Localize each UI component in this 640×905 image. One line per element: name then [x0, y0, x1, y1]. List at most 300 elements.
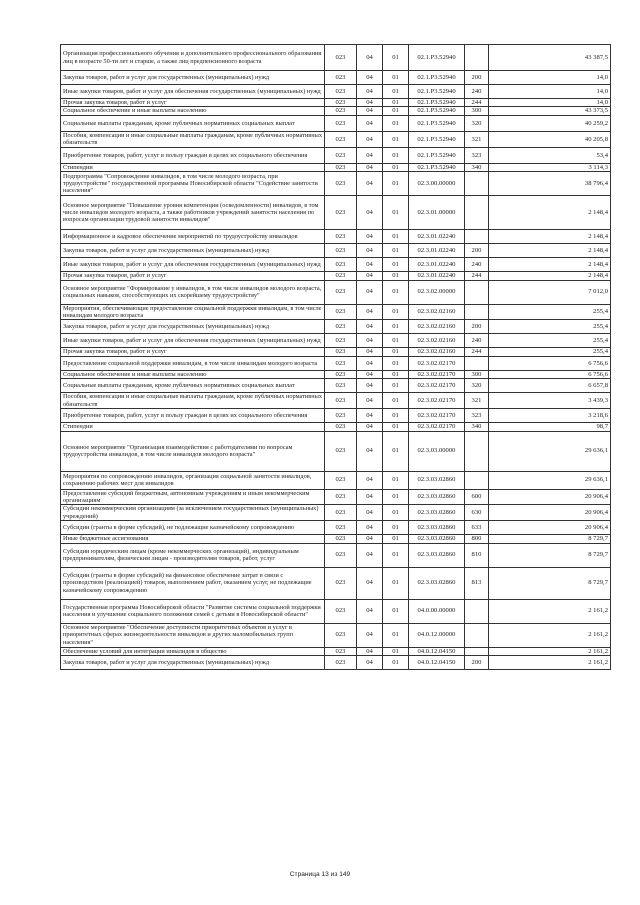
amount: 7 012,0 [489, 280, 611, 304]
amount: 2 161,2 [489, 656, 611, 670]
section-code: 04 [357, 244, 383, 258]
target-article-code: 02.3.02.02170 [409, 409, 465, 423]
section-code: 04 [357, 320, 383, 334]
subsection-code: 01 [383, 272, 409, 280]
amount: 8 729,7 [489, 543, 611, 567]
amount: 98,7 [489, 423, 611, 431]
dept-code: 023 [325, 45, 357, 71]
dept-code: 023 [325, 505, 357, 521]
table-row [61, 647, 611, 655]
amount: 2 148,4 [489, 258, 611, 272]
item-name: Обеспечение условий для интеграции инвалидов в общество [61, 647, 325, 655]
section-code: 04 [357, 304, 383, 320]
amount: 2 148,4 [489, 230, 611, 244]
section-code: 04 [357, 99, 383, 107]
section-code: 04 [357, 370, 383, 378]
item-name: Иные закупки товаров, работ и услуг для обеспечения государственных (муниципальных) нужд [61, 258, 325, 272]
section-code: 04 [357, 647, 383, 655]
item-name: Иные бюджетные ассигнования [61, 535, 325, 543]
item-name: Закупка товаров, работ и услуг для государственных (муниципальных) нужд [61, 71, 325, 85]
section-code: 04 [357, 623, 383, 647]
section-code: 04 [357, 196, 383, 230]
section-code: 04 [357, 521, 383, 535]
dept-code: 023 [325, 423, 357, 431]
target-article-code: 02.3.03.02860 [409, 567, 465, 599]
amount: 2 148,4 [489, 272, 611, 280]
target-article-code: 02.3.02.00000 [409, 280, 465, 304]
table-row [61, 431, 611, 471]
subsection-code: 01 [383, 320, 409, 334]
target-article-code: 04.0.12.00000 [409, 623, 465, 647]
dept-code: 023 [325, 172, 357, 196]
subsection-code: 01 [383, 423, 409, 431]
dept-code: 023 [325, 272, 357, 280]
expense-type-code: 340 [465, 163, 489, 171]
dept-code: 023 [325, 107, 357, 115]
expense-type-code: 630 [465, 505, 489, 521]
section-code: 04 [357, 85, 383, 99]
table-row [61, 489, 611, 505]
item-name: Субсидии некоммерческим организациям (за исключением государственных (муниципальных) учреждений) [61, 505, 325, 521]
item-name: Социальное обеспечение и иные выплаты населению [61, 107, 325, 115]
section-code: 04 [357, 599, 383, 623]
subsection-code: 01 [383, 196, 409, 230]
table-row [61, 272, 611, 280]
table-row [61, 45, 611, 71]
subsection-code: 01 [383, 521, 409, 535]
subsection-code: 01 [383, 505, 409, 521]
target-article-code: 02.3.02.02160 [409, 348, 465, 356]
target-article-code: 02.3.02.02160 [409, 334, 465, 348]
table-row [61, 334, 611, 348]
dept-code: 023 [325, 115, 357, 131]
item-name: Прочая закупка товаров, работ и услуг [61, 272, 325, 280]
subsection-code: 01 [383, 45, 409, 71]
subsection-code: 01 [383, 567, 409, 599]
expense-type-code: 240 [465, 85, 489, 99]
table-row [61, 304, 611, 320]
dept-code: 023 [325, 431, 357, 471]
target-article-code: 02.3.03.02860 [409, 535, 465, 543]
amount: 2 161,2 [489, 599, 611, 623]
table-row [61, 409, 611, 423]
page-footer: Страница 13 из 149 [289, 871, 351, 878]
amount: 3 114,3 [489, 163, 611, 171]
target-article-code: 02.1.P3.52940 [409, 85, 465, 99]
subsection-code: 01 [383, 115, 409, 131]
section-code: 04 [357, 131, 383, 147]
item-name: Основное мероприятие "Обеспечение доступности приоритетных объектов и услуг в приоритетных сферах жизнедеятельности инвалидов и других маломобильных групп населения" [61, 623, 325, 647]
target-article-code: 02.3.02.02170 [409, 379, 465, 393]
dept-code: 023 [325, 147, 357, 163]
item-name: Закупка товаров, работ и услуг для государственных (муниципальных) нужд [61, 656, 325, 670]
item-name: Предоставление субсидий бюджетным, автономным учреждениям и иным некоммерческим организациям [61, 489, 325, 505]
expense-type-code: 633 [465, 521, 489, 535]
amount: 2 148,4 [489, 244, 611, 258]
amount: 3 218,6 [489, 409, 611, 423]
item-name: Информационное и кадровое обеспечение мероприятий по трудоустройству инвалидов [61, 230, 325, 244]
dept-code: 023 [325, 244, 357, 258]
dept-code: 023 [325, 163, 357, 171]
section-code: 04 [357, 423, 383, 431]
target-article-code: 02.3.01.02240 [409, 244, 465, 258]
expense-type-code: 300 [465, 370, 489, 378]
subsection-code: 01 [383, 489, 409, 505]
target-article-code: 04.0.00.00000 [409, 599, 465, 623]
item-name: Социальное обеспечение и иные выплаты населению [61, 370, 325, 378]
section-code: 04 [357, 163, 383, 171]
section-code: 04 [357, 567, 383, 599]
target-article-code: 02.3.01.00000 [409, 196, 465, 230]
dept-code: 023 [325, 393, 357, 409]
item-name: Субсидии (гранты в форме субсидий), не подлежащие казначейскому сопровождению [61, 521, 325, 535]
section-code: 04 [357, 172, 383, 196]
dept-code: 023 [325, 196, 357, 230]
target-article-code: 02.3.03.02860 [409, 471, 465, 489]
amount: 2 148,4 [489, 196, 611, 230]
dept-code: 023 [325, 623, 357, 647]
expense-type-code [465, 471, 489, 489]
table-row [61, 163, 611, 171]
amount: 6 756,6 [489, 370, 611, 378]
target-article-code: 02.3.01.02240 [409, 258, 465, 272]
dept-code: 023 [325, 99, 357, 107]
target-article-code: 02.1.P3.52940 [409, 163, 465, 171]
target-article-code: 02.1.P3.52940 [409, 107, 465, 115]
dept-code: 023 [325, 348, 357, 356]
amount: 8 729,7 [489, 567, 611, 599]
table-row [61, 656, 611, 670]
item-name: Социальные выплаты гражданам, кроме публичных нормативных социальных выплат [61, 379, 325, 393]
table-row [61, 320, 611, 334]
expense-type-code [465, 196, 489, 230]
expense-type-code: 244 [465, 348, 489, 356]
dept-code: 023 [325, 334, 357, 348]
dept-code: 023 [325, 379, 357, 393]
target-article-code: 02.3.03.02860 [409, 505, 465, 521]
dept-code: 023 [325, 567, 357, 599]
expense-type-code: 810 [465, 543, 489, 567]
target-article-code: 02.3.03.02860 [409, 543, 465, 567]
subsection-code: 01 [383, 370, 409, 378]
expense-type-code: 240 [465, 258, 489, 272]
section-code: 04 [357, 505, 383, 521]
table-row [61, 99, 611, 107]
item-name: Пособия, компенсации и иные социальные выплаты гражданам, кроме публичных нормативных обязательств [61, 393, 325, 409]
dept-code: 023 [325, 489, 357, 505]
target-article-code: 02.3.02.02160 [409, 304, 465, 320]
subsection-code: 01 [383, 334, 409, 348]
target-article-code: 02.1.P3.52940 [409, 131, 465, 147]
target-article-code: 02.1.P3.52940 [409, 71, 465, 85]
subsection-code: 01 [383, 244, 409, 258]
table-row [61, 599, 611, 623]
item-name: Социальные выплаты гражданам, кроме публичных нормативных социальных выплат [61, 115, 325, 131]
target-article-code: 02.3.01.02240 [409, 230, 465, 244]
dept-code: 023 [325, 471, 357, 489]
amount: 20 906,4 [489, 521, 611, 535]
amount: 38 796,4 [489, 172, 611, 196]
expense-type-code: 244 [465, 99, 489, 107]
target-article-code: 04.0.12.04150 [409, 656, 465, 670]
budget-table [60, 44, 611, 670]
item-name: Мероприятия по сопровождению инвалидов, организация социальной занятости инвалидов, сохранению рабочих мест для инвалидов [61, 471, 325, 489]
subsection-code: 01 [383, 393, 409, 409]
target-article-code: 02.3.02.02170 [409, 423, 465, 431]
amount: 6 756,6 [489, 356, 611, 370]
amount: 20 906,4 [489, 489, 611, 505]
table-row [61, 348, 611, 356]
dept-code: 023 [325, 304, 357, 320]
expense-type-code: 320 [465, 115, 489, 131]
section-code: 04 [357, 543, 383, 567]
expense-type-code: 321 [465, 393, 489, 409]
subsection-code: 01 [383, 348, 409, 356]
expense-type-code [465, 431, 489, 471]
amount: 40 205,8 [489, 131, 611, 147]
section-code: 04 [357, 258, 383, 272]
section-code: 04 [357, 535, 383, 543]
dept-code: 023 [325, 230, 357, 244]
item-name: Мероприятия, обеспечивающие предоставление социальной поддержки инвалидам, в том числе инвалидам молодого возраста [61, 304, 325, 320]
expense-type-code: 244 [465, 272, 489, 280]
expense-type-code [465, 304, 489, 320]
subsection-code: 01 [383, 147, 409, 163]
table-row [61, 505, 611, 521]
subsection-code: 01 [383, 107, 409, 115]
section-code: 04 [357, 356, 383, 370]
dept-code: 023 [325, 356, 357, 370]
target-article-code: 02.1.P3.52940 [409, 147, 465, 163]
subsection-code: 01 [383, 599, 409, 623]
table-row [61, 172, 611, 196]
section-code: 04 [357, 348, 383, 356]
amount: 2 161,2 [489, 647, 611, 655]
dept-code: 023 [325, 258, 357, 272]
amount: 43 387,5 [489, 45, 611, 71]
target-article-code: 02.1.P3.52940 [409, 115, 465, 131]
target-article-code: 02.3.02.02160 [409, 320, 465, 334]
section-code: 04 [357, 379, 383, 393]
section-code: 04 [357, 115, 383, 131]
item-name: Предоставление социальной поддержки инвалидам, в том числе инвалидам молодого возраста [61, 356, 325, 370]
target-article-code: 02.1.P3.52940 [409, 99, 465, 107]
table-row [61, 85, 611, 99]
subsection-code: 01 [383, 431, 409, 471]
item-name: Прочая закупка товаров, работ и услуг [61, 348, 325, 356]
dept-code: 023 [325, 647, 357, 655]
expense-type-code: 813 [465, 567, 489, 599]
subsection-code: 01 [383, 647, 409, 655]
amount: 29 636,1 [489, 431, 611, 471]
expense-type-code [465, 280, 489, 304]
item-name: Субсидии (гранты в форме субсидий) на финансовое обеспечение затрат в связи с производством (реализацией) товаров, выполнением работ, оказанием услуг, не подлежащие казначейскому сопровождению [61, 567, 325, 599]
item-name: Закупка товаров, работ и услуг для государственных (муниципальных) нужд [61, 320, 325, 334]
expense-type-code [465, 356, 489, 370]
item-name: Субсидии юридическим лицам (кроме некоммерческих организаций), индивидуальным предпринимателям, физическим лицам - производителям товаров, работ, услуг [61, 543, 325, 567]
expense-type-code [465, 623, 489, 647]
section-code: 04 [357, 45, 383, 71]
section-code: 04 [357, 334, 383, 348]
subsection-code: 01 [383, 304, 409, 320]
table-row [61, 196, 611, 230]
section-code: 04 [357, 471, 383, 489]
item-name: Организация профессионального обучения и дополнительного профессионального образования лиц в возрасте 50-ти лет и старше, а также лиц предпенсионного возраста [61, 45, 325, 71]
amount: 2 161,2 [489, 623, 611, 647]
target-article-code: 02.3.02.02170 [409, 393, 465, 409]
expense-type-code: 323 [465, 409, 489, 423]
table-row [61, 567, 611, 599]
target-article-code: 02.3.02.02170 [409, 356, 465, 370]
expense-type-code [465, 230, 489, 244]
subsection-code: 01 [383, 471, 409, 489]
section-code: 04 [357, 393, 383, 409]
dept-code: 023 [325, 543, 357, 567]
item-name: Прочая закупка товаров, работ и услуг [61, 99, 325, 107]
section-code: 04 [357, 280, 383, 304]
dept-code: 023 [325, 409, 357, 423]
subsection-code: 01 [383, 230, 409, 244]
amount: 43 373,5 [489, 107, 611, 115]
table-row [61, 535, 611, 543]
target-article-code: 02.3.03.02860 [409, 521, 465, 535]
section-code: 04 [357, 431, 383, 471]
item-name: Подпрограмма "Сопровождение инвалидов, в том числе молодого возраста, при трудоустройстве" государственной программы Новосибирской области "Содействие занятости населения" [61, 172, 325, 196]
subsection-code: 01 [383, 85, 409, 99]
item-name: Иные закупки товаров, работ и услуг для обеспечения государственных (муниципальных) нужд [61, 85, 325, 99]
item-name: Основное мероприятие "Повышение уровня компетенции (осведомленности) инвалидов, в том числе инвалидов молодого возраста, а также работников учреждений занятости населения по вопросам организации трудовой занятости инвалидов" [61, 196, 325, 230]
amount: 53,4 [489, 147, 611, 163]
dept-code: 023 [325, 521, 357, 535]
table-row [61, 71, 611, 85]
dept-code: 023 [325, 131, 357, 147]
table-row [61, 379, 611, 393]
expense-type-code: 200 [465, 71, 489, 85]
amount: 6 657,8 [489, 379, 611, 393]
subsection-code: 01 [383, 656, 409, 670]
amount: 255,4 [489, 334, 611, 348]
item-name: Приобретение товаров, работ, услуг в пользу граждан в целях их социального обеспечения [61, 409, 325, 423]
expense-type-code: 800 [465, 535, 489, 543]
item-name: Иные закупки товаров, работ и услуг для обеспечения государственных (муниципальных) нужд [61, 334, 325, 348]
table-row [61, 423, 611, 431]
target-article-code: 04.0.12.04150 [409, 647, 465, 655]
table-row [61, 258, 611, 272]
subsection-code: 01 [383, 163, 409, 171]
section-code: 04 [357, 656, 383, 670]
table-row [61, 131, 611, 147]
item-name: Закупка товаров, работ и услуг для государственных (муниципальных) нужд [61, 244, 325, 258]
subsection-code: 01 [383, 280, 409, 304]
expense-type-code [465, 172, 489, 196]
target-article-code: 02.3.03.02860 [409, 489, 465, 505]
expense-type-code: 340 [465, 423, 489, 431]
item-name: Стипендии [61, 163, 325, 171]
dept-code: 023 [325, 370, 357, 378]
subsection-code: 01 [383, 623, 409, 647]
amount: 8 729,7 [489, 535, 611, 543]
expense-type-code: 240 [465, 334, 489, 348]
subsection-code: 01 [383, 258, 409, 272]
table-row [61, 543, 611, 567]
amount: 29 636,1 [489, 471, 611, 489]
amount: 255,4 [489, 304, 611, 320]
item-name: Стипендии [61, 423, 325, 431]
table-row [61, 107, 611, 115]
section-code: 04 [357, 409, 383, 423]
subsection-code: 01 [383, 71, 409, 85]
item-name: Государственная программа Новосибирской области "Развитие системы социальной поддержки населения и улучшение социального положения семей с детьми в Новосибирской области" [61, 599, 325, 623]
dept-code: 023 [325, 656, 357, 670]
table-row [61, 244, 611, 258]
item-name: Приобретение товаров, работ, услуг в пользу граждан в целях их социального обеспечения [61, 147, 325, 163]
table-row [61, 521, 611, 535]
table-row [61, 393, 611, 409]
subsection-code: 01 [383, 409, 409, 423]
amount: 3 439,3 [489, 393, 611, 409]
table-row [61, 147, 611, 163]
expense-type-code [465, 647, 489, 655]
subsection-code: 01 [383, 172, 409, 196]
section-code: 04 [357, 489, 383, 505]
section-code: 04 [357, 230, 383, 244]
subsection-code: 01 [383, 356, 409, 370]
subsection-code: 01 [383, 379, 409, 393]
amount: 14,0 [489, 71, 611, 85]
dept-code: 023 [325, 320, 357, 334]
subsection-code: 01 [383, 131, 409, 147]
table-row [61, 356, 611, 370]
subsection-code: 01 [383, 535, 409, 543]
item-name: Основное мероприятие "Организация взаимодействия с работодателями по вопросам трудоустройства инвалидов, в том числе инвалидов молодого возраста" [61, 431, 325, 471]
target-article-code: 02.3.01.02240 [409, 272, 465, 280]
expense-type-code [465, 599, 489, 623]
target-article-code: 02.1.P3.52940 [409, 45, 465, 71]
section-code: 04 [357, 71, 383, 85]
expense-type-code: 600 [465, 489, 489, 505]
amount: 255,4 [489, 348, 611, 356]
table-row [61, 280, 611, 304]
amount: 14,0 [489, 85, 611, 99]
amount: 40 259,2 [489, 115, 611, 131]
subsection-code: 01 [383, 99, 409, 107]
subsection-code: 01 [383, 543, 409, 567]
table-row [61, 370, 611, 378]
dept-code: 023 [325, 599, 357, 623]
amount: 20 906,4 [489, 505, 611, 521]
item-name: Пособия, компенсации и иные социальные выплаты гражданам, кроме публичных нормативных обязательств [61, 131, 325, 147]
target-article-code: 02.3.00.00000 [409, 172, 465, 196]
expense-type-code: 321 [465, 131, 489, 147]
expense-type-code: 200 [465, 656, 489, 670]
amount: 255,4 [489, 320, 611, 334]
table-row [61, 623, 611, 647]
dept-code: 023 [325, 71, 357, 85]
table-row [61, 115, 611, 131]
target-article-code: 02.3.02.02170 [409, 370, 465, 378]
section-code: 04 [357, 272, 383, 280]
expense-type-code: 300 [465, 107, 489, 115]
table-row [61, 471, 611, 489]
table-row [61, 230, 611, 244]
expense-type-code: 200 [465, 244, 489, 258]
expense-type-code [465, 45, 489, 71]
dept-code: 023 [325, 280, 357, 304]
target-article-code: 02.3.03.00000 [409, 431, 465, 471]
dept-code: 023 [325, 535, 357, 543]
section-code: 04 [357, 147, 383, 163]
expense-type-code: 323 [465, 147, 489, 163]
